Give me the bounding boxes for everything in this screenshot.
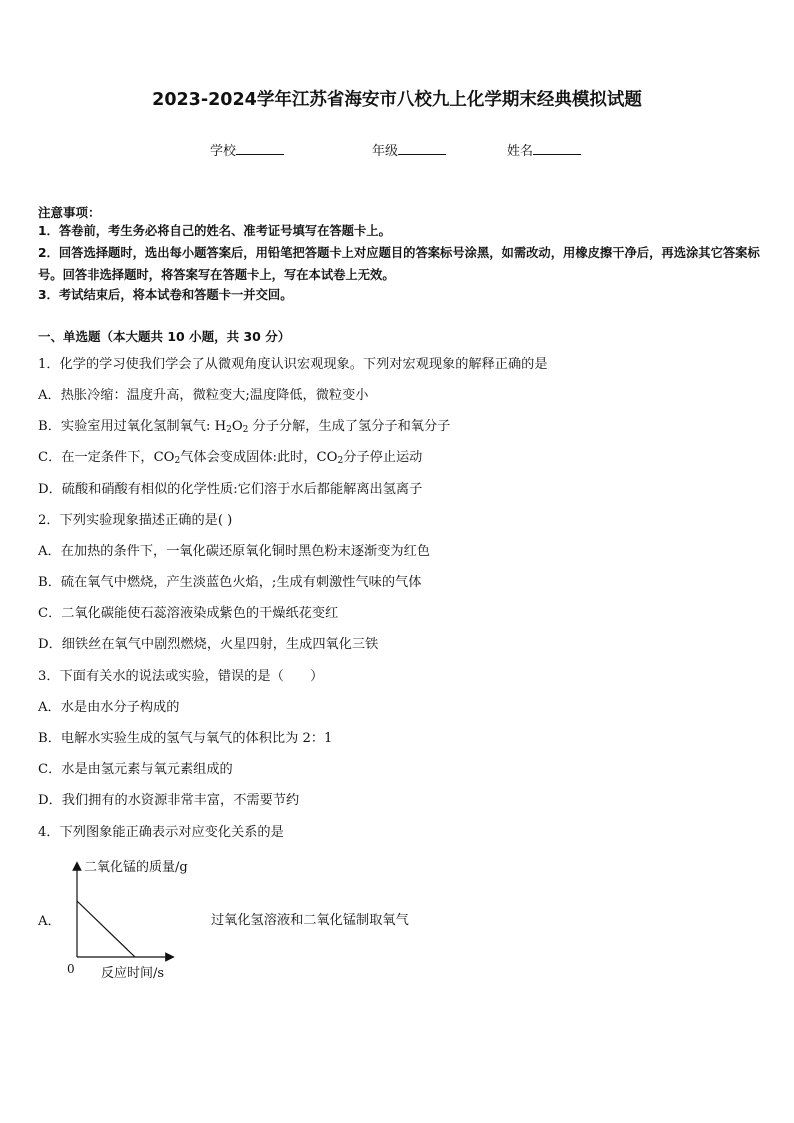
option-c-text-2: 气体会变成固体:此时，CO (180, 450, 338, 465)
question-2-option-b: B．硫在氧气中燃烧，产生淡蓝色火焰，;生成有刺激性气味的气体 (38, 575, 422, 590)
question-1-stem: 1．化学的学习使我们学会了从微观角度认识宏观现象。下列对宏观现象的解释正确的是 (38, 357, 548, 372)
page-title: 2023-2024学年江苏省海安市八校九上化学期末经典模拟试题 (152, 90, 642, 110)
question-4-option-a-label: A． (38, 914, 61, 929)
question-2-stem: 2．下列实验现象描述正确的是( ) (38, 513, 233, 528)
school-field (210, 140, 284, 159)
question-2-option-a: A．在加热的条件下，一氧化碳还原氧化铜时黑色粉末逐渐变为红色 (38, 544, 430, 559)
name-blank[interactable] (533, 142, 581, 155)
option-c-text-3: 分子停止运动 (343, 450, 423, 465)
grade-label: 年级 (372, 144, 399, 159)
question-2-option-c: C．二氧化碳能使石蕊溶液染成紫色的干燥纸花变红 (38, 606, 339, 621)
chart-data-line (77, 901, 135, 957)
question-4-stem: 4．下列图象能正确表示对应变化关系的是 (38, 825, 284, 840)
question-3-option-b: B．电解水实验生成的氢气与氧气的体积比为 2：1 (38, 731, 333, 746)
note-item-1: 1．答卷前，考生务必将自己的姓名、准考证号填写在答题卡上。 (38, 224, 391, 238)
grade-blank[interactable] (398, 142, 446, 155)
notes-heading: 注意事项： (38, 205, 101, 220)
question-3-option-d: D．我们拥有的水资源非常丰富，不需要节约 (38, 793, 300, 808)
option-c-sub-2: 2 (337, 456, 344, 466)
question-1-option-c (38, 446, 422, 466)
note-item-3: 3．考试结束后，将本试卷和答题卡一并交回。 (38, 288, 293, 302)
question-4-option-a-description: 过氧化氢溶液和二氧化锰制取氧气 (211, 913, 409, 928)
school-label: 学校 (210, 144, 237, 159)
option-b-text-2: O (231, 419, 243, 434)
question-1-option-d: D．硫酸和硝酸有相似的化学性质:它们溶于水后都能解离出氢离子 (38, 482, 423, 497)
option-c-sub-1: 2 (174, 456, 181, 466)
option-b-text-1: B．实验室用过氧化氢制氧气: H (38, 419, 227, 434)
option-b-sub-2: 2 (242, 425, 249, 435)
question-1-option-b (38, 415, 450, 435)
chart-y-label: 二氧化锰的质量/g (84, 860, 188, 875)
name-field (507, 140, 581, 159)
chart-x-label: 反应时间/s (101, 966, 165, 981)
grade-field (372, 140, 446, 159)
question-1-option-a: A．热胀冷缩：温度升高，微粒变大;温度降低，微粒变小 (38, 388, 369, 403)
question-2-option-d: D．细铁丝在氧气中剧烈燃烧，火星四射，生成四氧化三铁 (38, 637, 379, 652)
name-label: 姓名 (507, 144, 534, 159)
question-3-option-a: A．水是由水分子构成的 (38, 700, 180, 715)
option-b-text-3: 分子分解，生成了氢分子和氧分子 (248, 419, 451, 434)
question-3-stem: 3．下面有关水的说法或实验，错误的是（ ） (38, 669, 324, 684)
chart-origin-label: 0 (67, 962, 75, 976)
section-heading: 一、单选题（本大题共 10 小题，共 30 分） (38, 329, 291, 344)
option-b-sub-1: 2 (226, 425, 232, 435)
note-item-2: 2．回答选择题时，选出每小题答案后，用铅笔把答题卡上对应题目的答案标号涂黑，如需改动，用橡皮擦干净后，再选涂其它答案标号。回答非选择题时，将答案写在答题卡上，写在本试卷上无效。 (38, 246, 760, 282)
school-blank[interactable] (236, 142, 284, 155)
question-3-option-c: C．水是由氢元素与氧元素组成的 (38, 762, 233, 777)
option-c-text-1: C．在一定条件下，CO (38, 450, 175, 465)
